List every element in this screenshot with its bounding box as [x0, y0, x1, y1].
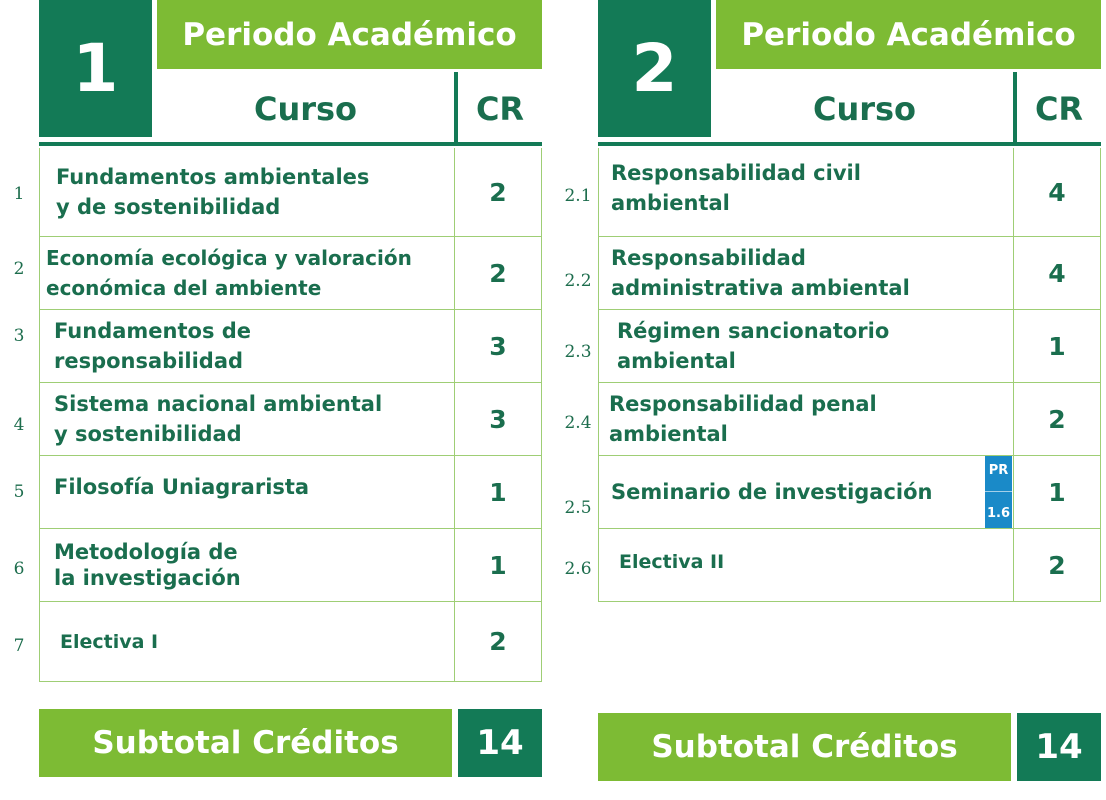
table-row: [564, 456, 1101, 529]
row-number: 2.4: [564, 413, 592, 433]
course-credits: 4: [1014, 237, 1101, 309]
row-number: 2.5: [564, 498, 592, 518]
period-title: Periodo Académico: [157, 0, 542, 69]
column-header-course: Curso: [812, 90, 917, 128]
row-number: 5: [13, 482, 25, 502]
course-name: Economía ecológica y valoración económica del ambiente: [39, 237, 455, 309]
course-name: Responsabilidad penal ambiental: [598, 383, 1014, 455]
course-name: Fundamentos ambientales y de sostenibilidad: [39, 148, 455, 236]
course-credits: 1: [455, 529, 542, 601]
course-credits: 3: [455, 383, 542, 455]
prerequisite-value: 1.6: [986, 506, 1011, 522]
row-number: 2.6: [564, 559, 592, 579]
course-name: Electiva I: [39, 602, 455, 681]
course-name: Responsabilidad civil ambiental: [598, 148, 1014, 236]
table-row: [13, 148, 542, 237]
row-number: 2.3: [564, 342, 592, 362]
course-credits: 1: [455, 456, 542, 528]
subtotal-value: 14: [458, 709, 542, 777]
header-underline: [39, 142, 542, 146]
table-row: [13, 529, 542, 602]
course-table: [13, 148, 542, 682]
header-underline: [598, 142, 1101, 146]
course-credits: 1: [1014, 456, 1101, 528]
table-row: [13, 456, 542, 529]
row-number: 1: [13, 184, 25, 204]
row-number: 3: [13, 326, 25, 346]
row-number: 2: [13, 259, 25, 279]
table-row: [564, 310, 1101, 383]
course-name: Régimen sancionatorio ambiental: [598, 310, 1014, 382]
row-number: 2.1: [564, 186, 592, 206]
course-name: Filosofía Uniagrarista: [39, 456, 455, 528]
period-number-badge: 1: [39, 0, 152, 137]
subtotal-label: Subtotal Créditos: [598, 713, 1011, 781]
column-header-credits: CR: [475, 90, 525, 128]
course-credits: 4: [1014, 148, 1101, 236]
course-name: Electiva II: [598, 529, 1014, 601]
course-name: Responsabilidad administrativa ambiental: [598, 237, 1014, 309]
row-number: 6: [13, 559, 25, 579]
course-credits: 2: [455, 602, 542, 681]
column-header-credits: CR: [1034, 90, 1084, 128]
table-row: [13, 310, 542, 383]
course-name: Sistema nacional ambiental y sostenibilidad: [39, 383, 455, 455]
row-number: 2.2: [564, 271, 592, 291]
table-row: [564, 383, 1101, 456]
subtotal-value: 14: [1017, 713, 1101, 781]
course-credits: 3: [455, 310, 542, 382]
course-credits: 2: [455, 148, 542, 236]
row-number: 7: [13, 636, 25, 656]
badge-divider: [985, 491, 1012, 492]
table-row: [564, 237, 1101, 310]
course-name: Seminario de investigación: [598, 456, 1014, 528]
period-title: Periodo Académico: [716, 0, 1101, 69]
period-2-panel: [564, 0, 1101, 800]
course-credits: 2: [1014, 529, 1101, 601]
table-row: [564, 148, 1101, 237]
prerequisite-label: PR: [988, 462, 1009, 478]
course-table: [564, 148, 1101, 602]
row-number: 4: [13, 415, 25, 435]
course-credits: 2: [455, 237, 542, 309]
course-credits: 1: [1014, 310, 1101, 382]
period-1-panel: [13, 0, 542, 800]
table-row: [13, 237, 542, 310]
table-row: [564, 529, 1101, 602]
table-row: [13, 602, 542, 682]
course-name: Metodología de la investigación: [39, 529, 455, 601]
subtotal-label: Subtotal Créditos: [39, 709, 452, 777]
course-name: Fundamentos de responsabilidad: [39, 310, 455, 382]
table-row: [13, 383, 542, 456]
prerequisite-badge: [985, 456, 1012, 528]
period-number-badge: 2: [598, 0, 711, 137]
column-header-course: Curso: [253, 90, 358, 128]
course-credits: 2: [1014, 383, 1101, 455]
